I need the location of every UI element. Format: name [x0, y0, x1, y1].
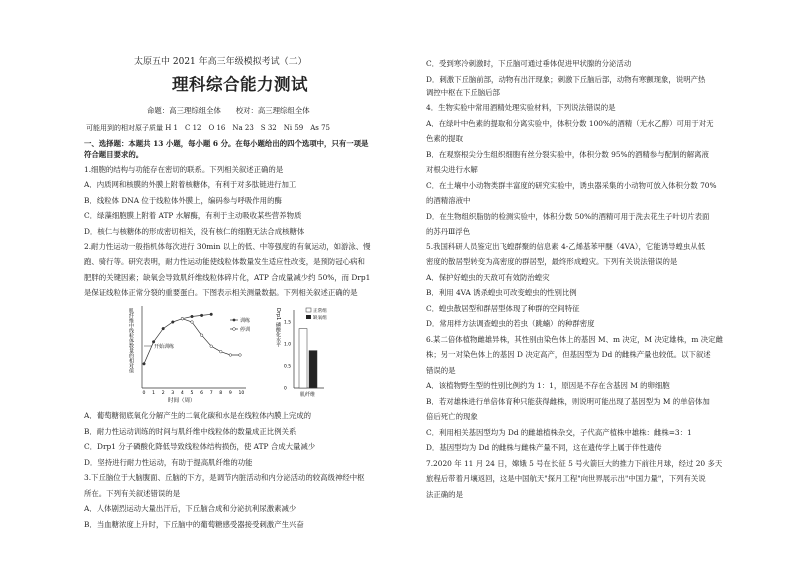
q6-option-a: A．该植物野生型的性别比例约为 1：1，原因是不存在含基因 M 的卵细胞 [426, 381, 670, 390]
atomic-masses-line: 可能用到的相对原子质量 H 1 C 12 O 16 Na 23 S 32 Ni 59 As 75 [86, 124, 331, 132]
q6-option-b: B．若对雄株进行单倍体育种只能获得雌株，则说明可能出现了基因型为 M 的单倍体加 [426, 397, 710, 406]
x-tick-label: 8 [219, 391, 223, 396]
detraining-point [239, 354, 242, 357]
q4-option-b-cont: 对根尖进行水解 [426, 165, 478, 174]
q5-option-d: D．常用样方法调查蝗虫的若虫（跳蝻）的种群密度 [426, 319, 595, 328]
q4-option-a-cont: 色素的提取 [426, 134, 463, 143]
question-7-line-3: 法正确的是 [426, 490, 463, 499]
q3-option-d: D．刺激下丘脑前部，动物有出汗现象；刺激下丘脑后部，动物有寒颤现象，说明产热 [426, 75, 706, 84]
q4-option-c-cont: 的酒精溶液中 [426, 196, 471, 205]
question-2-line-3: 肥胖的关键因素；缺氧会导致肌纤维线粒体碎片化，ATP 合成量减少约 50%，而 Drp1 [84, 273, 371, 282]
right-chart-xlabel: 肌纤维 [300, 392, 316, 398]
normal-group-bar [299, 329, 307, 388]
question-5: 5.我国科研人员鉴定出飞蝗群聚的信息素 4-乙烯基苯甲醚（4VA），它能诱导蝗虫从低 [426, 242, 706, 251]
x-tick-label: 5 [190, 391, 194, 396]
question-3: 3.下丘脑位于大脑腹面、丘脑的下方，是调节内脏活动和内分泌活动的较高级神经中枢 [84, 473, 365, 482]
right-chart-y-ticks [284, 320, 291, 392]
training-point [152, 341, 155, 344]
question-2: 2.耐力性运动一般指机体每次进行 30min 以上的低、中等强度的有氧运动，如游泳、慢 [84, 242, 371, 251]
q1-option-c: C．绿藻细胞膜上附着 ATP 水解酶，有利于主动吸收某些营养物质 [84, 211, 302, 220]
question-4: 4．生物实验中常用酒精处理实验材料，下列说法错误的是 [426, 103, 616, 112]
q1-option-d: D．核仁与核糖体的形成密切相关，没有核仁的细胞无法合成核糖体 [84, 227, 305, 236]
question-6-line-2: 株；另一对染色体上的基因 D 决定高产，但基因型为 Dd 的雌株产量也较低。以下叙述 [426, 350, 711, 359]
authors-line: 命题：高三理综组全体 校对：高三理综组全体 [147, 106, 310, 115]
x-tick-label: 10 [238, 391, 245, 396]
legend-normal: 正常组 [313, 309, 327, 314]
training-point [162, 327, 165, 330]
q6-option-b-cont: 倍后死亡的现象 [426, 412, 478, 421]
q3-option-d-cont: 调控中枢在下丘脑后部 [426, 88, 500, 97]
x-tick-label: 7 [209, 391, 213, 396]
q5-option-a: A．保护好蝗虫的天敌可有效防治蝗灾 [426, 273, 550, 282]
legend-train-marker [233, 319, 236, 322]
q6-option-d: D．基因型均为 Dd 的雌株与雌株产量不同，这在遗传学上属于伴性遗传 [426, 443, 662, 452]
q1-option-a: A．内质网和核膜的外膜上附着核糖体，有利于对多肽链进行加工 [84, 180, 297, 189]
question-2-figure [128, 302, 328, 408]
section-heading-cont: 符合题目要求的。 [84, 150, 144, 159]
detraining-point [191, 321, 194, 324]
q3-option-b: B．当血糖浓度上升时，下丘脑中的葡萄糖感受器接受刺激产生兴奋 [84, 520, 304, 529]
q1-option-b: B．线粒体 DNA 位于线粒体外膜上，编码参与呼吸作用的酶 [84, 196, 282, 205]
x-tick-label: 0 [142, 391, 146, 396]
q5-option-b: B．利用 4VA 诱杀蝗虫可改变蝗虫的性别比例 [426, 288, 577, 297]
legend-normal-swatch [306, 308, 311, 312]
training-point [143, 363, 146, 366]
q5-option-c: C．蝗虫散居型和群居型体现了种群的空间特征 [426, 304, 580, 313]
left-chart-series [143, 313, 242, 365]
legend-train: 训练 [240, 318, 251, 324]
question-7: 7.2020 年 11 月 24 日，嫦娥 5 号在长征 5 号火箭巨大的推力下前往月球，经过 20 多天 [426, 459, 723, 468]
detraining-point [229, 354, 232, 357]
question-2-line-2: 跑、骑行等。研究表明，耐力性运动能使线粒体数量发生适应性改变，是预防冠心病和 [84, 257, 365, 266]
q4-option-c: C．在土壤中小动物类群丰富度的研究实验中，诱虫器采集的小动物可放入体积分数 70% [426, 181, 717, 190]
x-tick-label: 3 [171, 391, 175, 396]
main-title: 理科综合能力测试 [172, 75, 308, 94]
section-heading: 一、选择题：本题共 13 小题，每小题 6 分。在每小题给出的四个选项中，只有一项是 [84, 139, 369, 148]
detraining-line [182, 319, 240, 355]
exam-title: 太原五中 2021 年高三年级模拟考试（二） [134, 57, 307, 67]
right-chart-ylabel: Drp1 磷酸化水平 [275, 308, 281, 347]
x-tick-label: 4 [180, 391, 184, 396]
start-training-label: 开始训练 [154, 344, 175, 350]
y-tick-label: 0.5 [284, 364, 291, 370]
left-chart-xlabel: 时间（周） [168, 398, 196, 404]
question-1: 1.细胞的结构与功能存在密切的联系。下列相关叙述正确的是 [84, 165, 284, 174]
figure-svg [128, 302, 328, 408]
detraining-point [210, 345, 213, 348]
q4-option-b: B．在观察根尖分生组织细胞有丝分裂实验中，体积分数 95%的酒精参与配制的解离液 [426, 150, 709, 159]
x-tick-label: 1 [152, 391, 156, 396]
question-7-line-2: 旅程后带着月壤返回，这是中国航天"探月工程"向世界展示出"中国力量"，下列有关说 [426, 474, 706, 483]
question-3-line-2: 所在。下列有关叙述错误的是 [84, 489, 181, 498]
question-5-line-2: 密度的散居型转变为高密度的群居型，最终形成蝗灾。下列有关说法错误的是 [426, 257, 678, 266]
training-point [200, 314, 203, 317]
q3-option-a: A．人体剧烈运动大量出汗后，下丘脑合成和分泌抗利尿激素减少 [84, 504, 297, 513]
training-point [191, 315, 194, 318]
legend-hypoxia: 缺氧组 [313, 316, 327, 321]
detraining-point [181, 317, 184, 320]
hypoxia-group-bar [309, 351, 317, 388]
legend-stop: 停训 [240, 327, 251, 333]
left-chart-ylabel: 肌纤维中线粒体数量的相对值 [128, 308, 134, 373]
q2-option-d: D．坚持进行耐力性运动，有助于提高肌纤维的功能 [84, 458, 253, 467]
q2-option-c: C．Drp1 分子磷酸化降低导致线粒体结构损伤，使 ATP 合成大量减少 [84, 442, 316, 451]
y-tick-label: 1.0 [284, 342, 291, 348]
right-chart-bars [299, 329, 317, 388]
q4-option-a: A．在绿叶中色素的提取和分离实验中，体积分数 100%的酒精（无水乙醇）可用于对无 [426, 119, 714, 128]
x-tick-label: 6 [200, 391, 204, 396]
q2-option-b: B．耐力性运动训练的时间与肌纤维中线粒体的数量成正比例关系 [84, 427, 297, 436]
detraining-point [220, 350, 223, 353]
left-chart-x-ticks [143, 390, 245, 396]
y-tick-label: 1.5 [284, 320, 291, 326]
q3-option-c: C．受到寒冷刺激时，下丘脑可通过垂体促进甲状腺的分泌活动 [426, 59, 632, 68]
detraining-point [200, 334, 203, 337]
q6-option-c: C．利用相关基因型均为 Dd 的雌雄植株杂交，子代高产植株中雄株：雌株=3：1 [426, 428, 692, 437]
x-tick-label: 2 [161, 391, 165, 396]
question-6-line-3: 错误的是 [426, 366, 456, 375]
q4-option-d: D．在生物组织脂肪的检测实验中，体积分数 50%的酒精可用于洗去花生子叶切片表面 [426, 212, 710, 221]
training-point [210, 313, 213, 316]
question-6: 6.某二倍体植物雌雄异株，其性别由染色体上的基因 M、m 决定，M 决定雄株，m 决定雌 [426, 335, 723, 344]
x-tick-label: 9 [228, 391, 232, 396]
q4-option-d-cont: 的苏丹Ⅲ浮色 [426, 227, 471, 236]
q2-option-a: A．葡萄糖彻底氧化分解产生的二氧化碳和水是在线粒体内膜上完成的 [84, 411, 312, 420]
training-point [172, 321, 175, 324]
training-line [144, 314, 211, 364]
legend-stop-marker [233, 328, 236, 331]
question-2-line-4: 是保证线粒体正常分裂的重要蛋白。下图表示相关测量数据。下列相关叙述正确的是 [84, 288, 358, 297]
y-tick-label: 0 [284, 386, 287, 392]
legend-hypoxia-swatch [306, 315, 311, 319]
